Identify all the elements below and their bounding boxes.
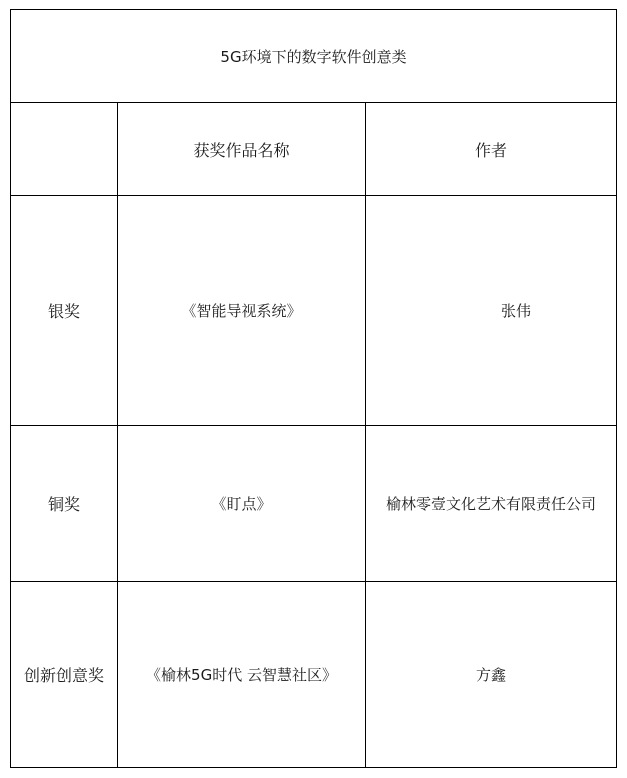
award-table bbox=[10, 9, 617, 768]
author-cell: 榆林零壹文化艺术有限责任公司 bbox=[366, 426, 617, 582]
table-row bbox=[11, 582, 617, 768]
rank-cell: 铜奖 bbox=[11, 426, 118, 582]
work-cell: 《盯点》 bbox=[118, 426, 366, 582]
rank-cell: 创新创意奖 bbox=[11, 582, 118, 768]
table-row bbox=[11, 196, 617, 426]
table-header-row bbox=[11, 103, 617, 196]
author-cell: 方鑫 bbox=[366, 582, 617, 768]
table-title-row bbox=[11, 10, 617, 103]
header-author: 作者 bbox=[366, 103, 617, 196]
header-work-name: 获奖作品名称 bbox=[118, 103, 366, 196]
work-cell: 《榆林5G时代 云智慧社区》 bbox=[118, 582, 366, 768]
author-cell: 张伟 bbox=[366, 196, 617, 426]
table-title: 5G环境下的数字软件创意类 bbox=[11, 10, 617, 103]
work-cell: 《智能导视系统》 bbox=[118, 196, 366, 426]
table-row bbox=[11, 426, 617, 582]
header-rank-cell bbox=[11, 103, 118, 196]
rank-cell: 银奖 bbox=[11, 196, 118, 426]
